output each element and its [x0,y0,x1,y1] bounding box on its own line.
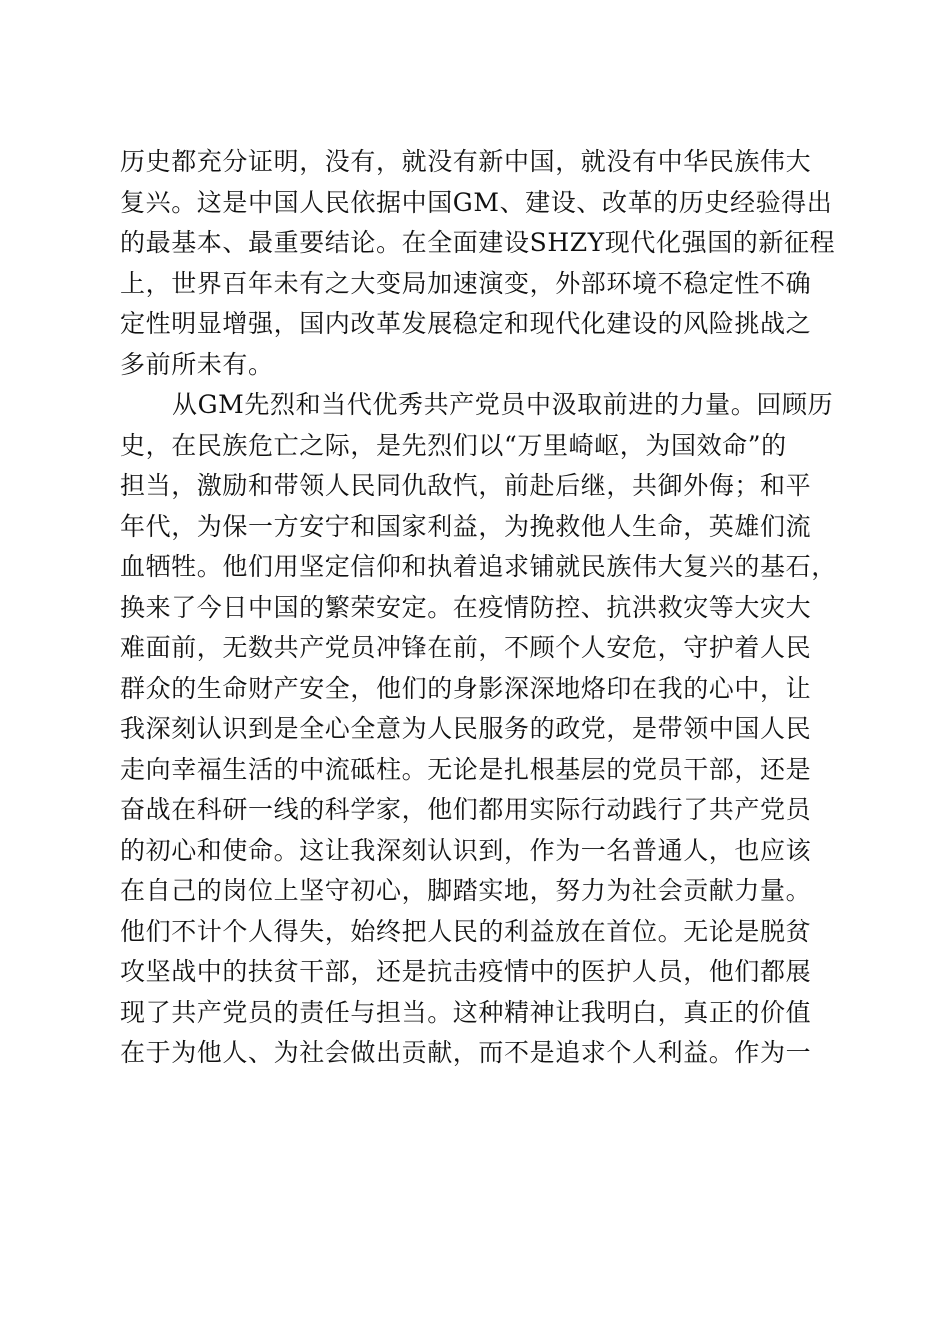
paragraph-1 [120,142,836,385]
paragraph-line: 历史都充分证明，没有，就没有新中国，就没有中华民族伟大 [120,147,812,176]
paragraph-line: 在于为他人、为社会做出贡献，而不是追求个人利益。作为一 [120,1038,812,1067]
paragraph-line: 走向幸福生活的中流砥柱。无论是扎根基层的党员干部，还是 [120,754,812,784]
paragraph-line: 在自己的岗位上坚守初心，脚踏实地，努力为社会贡献力量。 [120,876,812,905]
paragraph-line: 从GM先烈和当代优秀共产党员中汲取前进的力量。回顾历 [172,390,834,419]
paragraph-line: 的最基本、最重要结论。在全面建设SHZY现代化强国的新征程 [120,228,836,257]
paragraph-line: 史，在民族危亡之际，是先烈们以“万里崎岖，为国效命”的 [120,430,787,460]
paragraph-line: 复兴。这是中国人民依据中国GM、建设、改革的历史经验得出 [120,187,833,217]
paragraph-line: 奋战在科研一线的科学家，他们都用实际行动践行了共产党员 [120,795,812,824]
paragraph-2 [120,385,837,1074]
paragraph-line: 上，世界百年未有之大变局加速演变，外部环境不稳定性不确 [120,268,812,298]
paragraph-line: 担当，激励和带领人民同仇敌忾，前赴后继，共御外侮；和平 [120,471,812,500]
paragraph-line: 现了共产党员的责任与担当。这种精神让我明白，真正的价值 [120,997,812,1027]
paragraph-line: 定性明显增强，国内改革发展稳定和现代化建设的风险挑战之 [120,309,812,338]
paragraph-line: 我深刻认识到是全心全意为人民服务的政党，是带领中国人民 [120,714,812,743]
paragraph-line: 他们不计个人得失，始终把人民的利益放在首位。无论是脱贫 [120,916,812,946]
paragraph-line: 血牺牲。他们用坚定信仰和执着追求铺就民族伟大复兴的基石， [120,552,837,581]
paragraph-line: 多前所未有。 [120,349,274,379]
document-body [120,142,837,1074]
paragraph-line: 群众的生命财产安全，他们的身影深深地烙印在我的心中，让 [120,673,812,703]
paragraph-line: 攻坚战中的扶贫干部，还是抗击疫情中的医护人员，他们都展 [120,957,812,986]
paragraph-line: 难面前，无数共产党员冲锋在前，不顾个人安危，守护着人民 [120,633,812,662]
paragraph-line: 换来了今日中国的繁荣安定。在疫情防控、抗洪救灾等大灾大 [120,592,812,622]
paragraph-line: 的初心和使命。这让我深刻认识到，作为一名普通人，也应该 [120,835,812,865]
paragraph-line: 年代，为保一方安宁和国家利益，为挽救他人生命，英雄们流 [120,511,812,541]
